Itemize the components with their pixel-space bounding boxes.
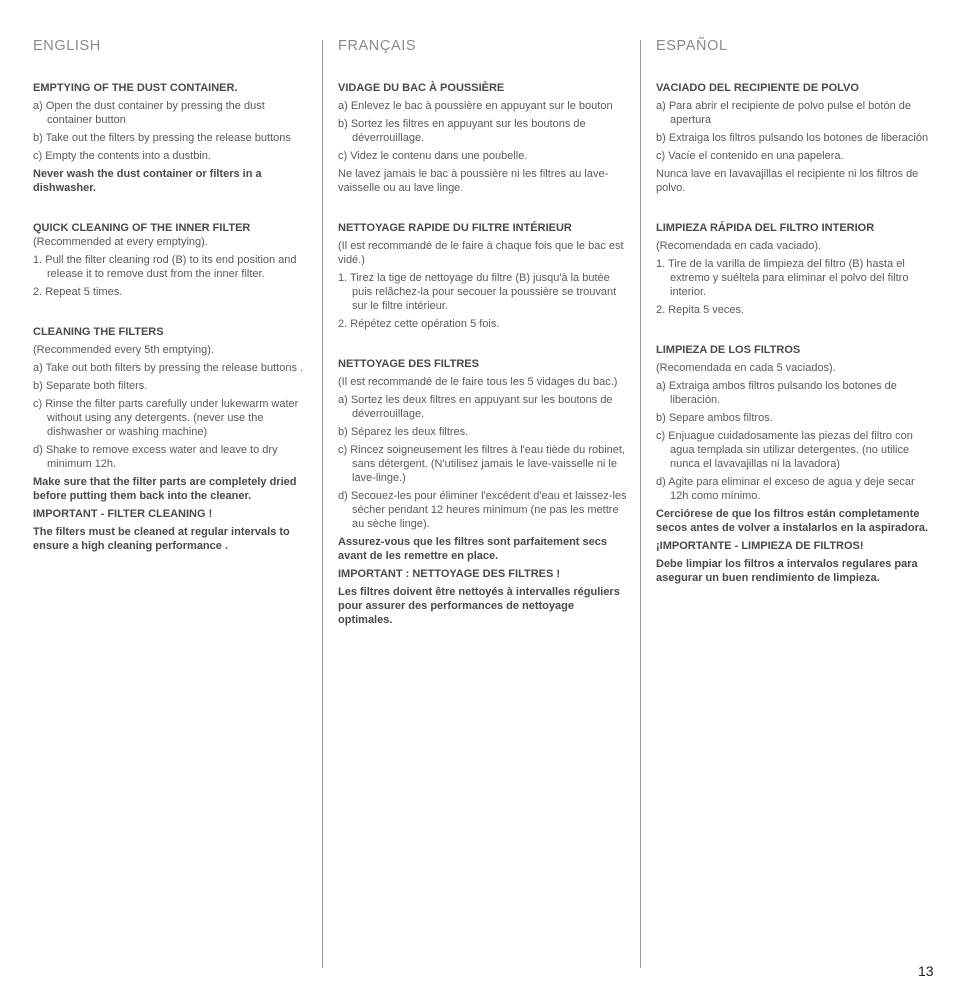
- list-item: d) Shake to remove excess water and leave to dry minimum 12h.: [33, 444, 278, 470]
- list-item: b) Séparez les deux filtres.: [338, 426, 469, 438]
- bold-note: Cerciórese de que los filtros están completamente secos antes de volver a instalarlos en la aspiradora.: [656, 508, 929, 534]
- column-divider-2: [640, 40, 641, 968]
- list-item: c) Enjuague cuidadosamente las piezas del filtro con agua templada sin utilizar detergentes. (no utilice nunca el lavavajillas ni la lavadora): [656, 430, 913, 470]
- section-note: (Recommended at every emptying).: [33, 236, 208, 248]
- important-heading: ¡IMPORTANTE - LIMPIEZA DE FILTROS!: [656, 540, 864, 552]
- list-item: 1. Pull the filter cleaning rod (B) to its end position and release it to remove dust from the inner filter.: [33, 254, 297, 280]
- section-note: (Il est recommandé de le faire à chaque fois que le bac est vidé.): [338, 240, 624, 266]
- section-title: NETTOYAGE RAPIDE DU FILTRE INTÉRIEUR: [338, 222, 572, 234]
- list-item: a) Take out both filters by pressing the release buttons .: [33, 362, 304, 374]
- bold-note: Assurez-vous que les filtres sont parfaitement secs avant de les remettre en place.: [338, 536, 607, 562]
- section-note: (Recomendada en cada 5 vaciados).: [656, 362, 836, 374]
- list-item: b) Extraiga los filtros pulsando los botones de liberación: [656, 132, 929, 144]
- list-item: c) Videz le contenu dans une poubelle.: [338, 150, 528, 162]
- important-heading: IMPORTANT : NETTOYAGE DES FILTRES !: [338, 568, 561, 580]
- language-heading-spanish: ESPAÑOL: [656, 38, 728, 54]
- list-item: 2. Repeat 5 times.: [33, 286, 123, 298]
- list-item: a) Open the dust container by pressing the dust container button: [33, 100, 265, 126]
- warning-text: Ne lavez jamais le bac à poussière ni les filtres au lave-vaisselle ou au lave linge.: [338, 168, 609, 194]
- section-note: (Recomendada en cada vaciado).: [656, 240, 822, 252]
- list-item: c) Rincez soigneusement les filtres à l'eau tiède du robinet, sans détergent. (N'utilisez jamais le lave-vaisselle ni le lave-linge.): [338, 444, 626, 484]
- important-heading: IMPORTANT - FILTER CLEANING !: [33, 508, 213, 520]
- section-title: VACIADO DEL RECIPIENTE DE POLVO: [656, 82, 859, 94]
- list-item: d) Secouez-les pour éliminer l'excédent d'eau et laissez-les sécher pendant 12 heures minimum (ne pas les mettre au sèche linge).: [338, 490, 627, 530]
- section-note: (Recommended every 5th emptying).: [33, 344, 214, 356]
- bold-note: Debe limpiar los filtros a intervalos regulares para asegurar un buen rendimiento de limpieza.: [656, 558, 918, 584]
- page-number: 13: [918, 963, 934, 979]
- french-column: [338, 38, 628, 631]
- list-item: a) Enlevez le bac à poussière en appuyant sur le bouton: [338, 100, 613, 112]
- bold-note: Les filtres doivent être nettoyés à intervalles réguliers pour assurer des performances de nettoyage optimales.: [338, 586, 620, 626]
- list-item: b) Separe ambos filtros.: [656, 412, 773, 424]
- bold-note: Make sure that the filter parts are completely dried before putting them back into the cleaner.: [33, 476, 297, 502]
- list-item: b) Separate both filters.: [33, 380, 148, 392]
- list-item: c) Rinse the filter parts carefully under lukewarm water without using any detergents. (never use the dishwasher or washing machine): [33, 398, 299, 438]
- column-divider-1: [322, 40, 323, 968]
- list-item: 1. Tire de la varilla de limpieza del filtro (B) hasta el extremo y suéltela para eliminar el polvo del filtro interior.: [656, 258, 909, 298]
- list-item: c) Vacíe el contenido en una papelera.: [656, 150, 844, 162]
- list-item: c) Empty the contents into a dustbin.: [33, 150, 211, 162]
- list-item: 2. Repita 5 veces.: [656, 304, 745, 316]
- section-title: LIMPIEZA RÁPIDA DEL FILTRO INTERIOR: [656, 222, 875, 234]
- spanish-column: [656, 38, 936, 589]
- list-item: 2. Répétez cette opération 5 fois.: [338, 318, 500, 330]
- warning-text: Nunca lave en lavavajillas el recipiente ni los filtros de polvo.: [656, 168, 919, 194]
- language-heading-french: FRANÇAIS: [338, 38, 417, 54]
- english-column: [33, 38, 309, 557]
- section-title: LIMPIEZA DE LOS FILTROS: [656, 344, 801, 356]
- bold-note: The filters must be cleaned at regular intervals to ensure a high cleaning performance .: [33, 526, 290, 552]
- list-item: b) Take out the filters by pressing the release buttons: [33, 132, 291, 144]
- section-note: (Il est recommandé de le faire tous les 5 vidages du bac.): [338, 376, 618, 388]
- section-title: EMPTYING OF THE DUST CONTAINER.: [33, 82, 238, 94]
- list-item: a) Extraiga ambos filtros pulsando los botones de liberación.: [656, 380, 897, 406]
- section-title: VIDAGE DU BAC À POUSSIÈRE: [338, 82, 505, 94]
- warning-text: Never wash the dust container or filters in a dishwasher.: [33, 168, 262, 194]
- list-item: b) Sortez les filtres en appuyant sur les boutons de déverrouillage.: [338, 118, 586, 144]
- language-heading-english: ENGLISH: [33, 38, 101, 54]
- section-title: CLEANING THE FILTERS: [33, 326, 164, 338]
- list-item: d) Agite para eliminar el exceso de agua y deje secar 12h como mínimo.: [656, 476, 915, 502]
- section-title: NETTOYAGE DES FILTRES: [338, 358, 479, 370]
- list-item: 1. Tirez la tige de nettoyage du filtre (B) jusqu'à la butée puis relâchez-la pour secouer la poussière se trouvant sur le filtre intérieur.: [338, 272, 617, 312]
- section-title: QUICK CLEANING OF THE INNER FILTER: [33, 222, 251, 234]
- list-item: a) Sortez les deux filtres en appuyant sur les boutons de déverrouillage.: [338, 394, 613, 420]
- list-item: a) Para abrir el recipiente de polvo pulse el botón de apertura: [656, 100, 911, 126]
